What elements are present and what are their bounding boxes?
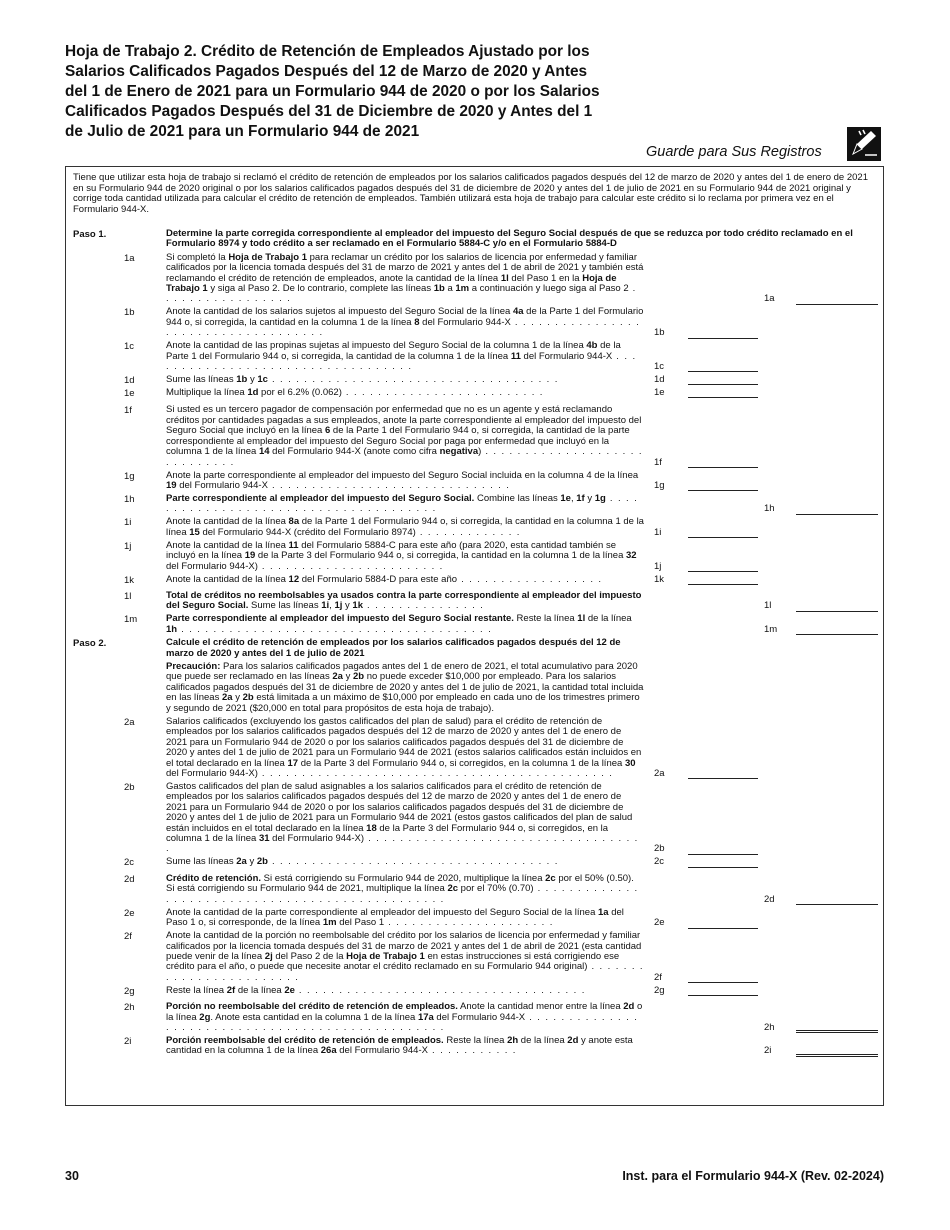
amount-field-1h[interactable]: [796, 514, 878, 515]
line-2h: [0, 1002, 950, 1033]
line-tag: 1g: [654, 479, 665, 491]
line-tag: 1c: [654, 361, 665, 373]
line-number: 1b: [124, 307, 135, 319]
line-1c: [0, 341, 950, 372]
line-tag: 1j: [654, 560, 662, 572]
line-tag: 2g: [654, 984, 665, 996]
line-1i: [0, 517, 950, 538]
line-1b: [0, 307, 950, 338]
line-number: 2g: [124, 985, 135, 997]
line-tag: 2e: [654, 917, 665, 929]
line-tag: 1h: [764, 503, 775, 515]
line-number: 1h: [124, 493, 135, 505]
line-1k: [0, 575, 950, 585]
line-number: 1f: [124, 405, 132, 417]
line-text: Anote la cantidad de las propinas sujetas al impuesto del Seguro Social de la columna 1 de la línea 4b de la Parte 1 del Formulario 944 o, si corregida, la cantidad de la columna 1 de la línea 11 del Formulario 944-X . . . . . . . . . . . . . . . . . . . . . . . . . . . . . . . . . .: [166, 340, 637, 373]
line-text: Gastos calificados del plan de salud asignables a los salarios calificados para el crédito de retención de empleados por los salarios calificados pagados después del 12 de marzo de 2020 y antes del 1 de enero de 2021 para un Formulario 944 de 2020 o por los salarios calificados pagados después del 31 de diciembre de 2020 y antes del 1 de julio de 2021 para un Formulario 944 de 2021 (estos gastos calificados del plan de salud están incluidos en el total declarado en la línea 18 de la Parte 3 del Formulario 944 o, si corregidos, en la columna 1 de la línea 31 del Formulario 944-X) . . . . . . . . . . . . . . . . . . . . . . . . . . . . . . . . . . .: [166, 781, 639, 855]
pencil-note-icon: [847, 127, 881, 161]
amount-field-2h[interactable]: [796, 1030, 878, 1033]
line-tag: 1b: [654, 327, 665, 339]
line-number: 1m: [124, 614, 138, 626]
line-text: Anote la cantidad de la línea 11 del Formulario 5884-C para este año (para 2020, esta cantidad también se incluyó en la línea 19 de la Parte 3 del Formulario 944 o, si corregida, la cantidad en la columna 1 de la línea 32 del Formulario 944-X) . . . . . . . . . . . . . . . . . . . . . . .: [166, 539, 637, 572]
line-number: 1c: [124, 341, 135, 353]
line-text: Total de créditos no reembolsables ya usados contra la parte correspondiente al empleador del impuesto del Seguro Social. Sume las líneas 1i, 1j y 1k . . . . . . . . . . . . . . .: [166, 589, 642, 612]
caution-text: Precaución: Para los salarios calificados pagados antes del 1 de enero de 2021, el total acumulativo para 2020 que puede ser reclamado en las líneas 2a y 2b no puede exceder $10,000 por empleado. Para los salarios calificados pagados después del 31 de diciembre de 2020 y antes del 1 de julio de 2021, la cantidad total incluida en las líneas 2a y 2b está limitada a un máximo de $10,000 por empleado en cada uno de los trimestres primero y segundo de 2021 ($20,000 en total para propósitos de esta hoja de trabajo).: [166, 660, 644, 714]
amount-field-1d[interactable]: [688, 384, 758, 385]
line-number: 2b: [124, 782, 135, 794]
line-2a: [0, 717, 950, 779]
line-tag: 2i: [764, 1045, 772, 1057]
line-number: 2i: [124, 1035, 132, 1047]
amount-field-2f[interactable]: [688, 982, 758, 983]
amount-field-2c[interactable]: [688, 867, 758, 868]
line-number: 1a: [124, 252, 135, 264]
line-1j: [0, 541, 950, 572]
line-text: Si completó la Hoja de Trabajo 1 para reclamar un crédito por los salarios de licencia por enfermedad y familiar calificados por la licencia tomada después del 31 de marzo de 2021 y antes del 1 de abril de 2021 y también está reclamando el crédito de retención de empleados, anote la cantidad de la línea 1l del Paso 1 en la Hoja de Trabajo 1 y siga al Paso 2. De lo contrario, complete las líneas 1b a 1m a continuación y luego siga al Paso 2 . . . . . . . . . . . . . . . . .: [166, 251, 644, 305]
line-tag: 1m: [764, 623, 778, 635]
line-1e: [0, 388, 950, 398]
worksheet-body: [0, 229, 950, 1059]
amount-field-2e[interactable]: [688, 928, 758, 929]
amount-field-2d[interactable]: [796, 904, 878, 905]
line-text: Anote la parte correspondiente al empleador del impuesto del Seguro Social incluida en la columna 4 de la línea 19 del Formulario 944-X . . . . . . . . . . . . . . . . . . . . . . . . . . . . . .: [166, 469, 639, 491]
step-2-caution: [0, 662, 950, 714]
line-tag: 2b: [654, 843, 665, 855]
amount-field-1f[interactable]: [688, 467, 758, 468]
line-tag: 1e: [654, 387, 665, 399]
line-2d: [0, 874, 950, 905]
line-tag: 1k: [654, 573, 665, 585]
line-tag: 2h: [764, 1021, 775, 1033]
line-tag: 1f: [654, 456, 662, 468]
line-2c: [0, 857, 950, 867]
line-number: 1e: [124, 388, 135, 400]
line-text: Porción reembolsable del crédito de retención de empleados. Reste la línea 2h de la línea 2d y anote esta cantidad en la columna 1 de la línea 26a del Formulario 944-X . . . . . . . . . . .: [166, 1034, 633, 1057]
amount-field-1e[interactable]: [688, 397, 758, 398]
line-number: 1k: [124, 574, 135, 586]
line-2i: [0, 1036, 950, 1057]
line-1m: [0, 614, 950, 635]
step-1-heading: Determine la parte corregida correspondiente al empleador del impuesto del Seguro Social después de que se reduzca por todo crédito reclamado en el Formulario 8974 y todo crédito a ser reclamado en el Formulario 5884-C y/o en el Formulario 5884-D: [166, 228, 853, 250]
line-tag: 2a: [654, 768, 665, 780]
amount-field-1i[interactable]: [688, 537, 758, 538]
line-text: Parte correspondiente al empleador del impuesto del Seguro Social. Combine las líneas 1e, 1f y 1g . . . . . . . . . . . . . . . . . . . . . . . . . . . . . . . . . . . . . .: [166, 492, 639, 515]
step-2-heading: Calcule el crédito de retención de empleados por los salarios calificados pagados después del 12 de marzo de 2020 y antes del 1 de julio de 2021: [166, 637, 621, 659]
amount-field-2a[interactable]: [688, 778, 758, 779]
amount-field-1l[interactable]: [796, 611, 878, 612]
amount-field-2i[interactable]: [796, 1054, 878, 1057]
keep-for-records-label: Guarde para Sus Registros: [646, 144, 822, 160]
line-tag: 2f: [654, 971, 662, 983]
amount-field-1j[interactable]: [688, 571, 758, 572]
line-number: 1d: [124, 375, 135, 387]
line-text: Parte correspondiente al empleador del impuesto del Seguro Social restante. Reste la línea 1l de la línea 1h . . . . . . . . . . . . . . . . . . . . . . . . . . . . . . . . . . . . . . .: [166, 613, 632, 635]
line-number: 2f: [124, 931, 132, 943]
page-number: 30: [65, 1169, 79, 1183]
step-2-header: [0, 638, 950, 659]
line-1a: [0, 253, 950, 305]
line-text: Salarios calificados (excluyendo los gastos calificados del plan de salud) para el crédito de retención de empleados por los salarios calificados pagados después del 12 de marzo de 2020 y antes del 1 de enero de 2021 para un Formulario 944 de 2020 o por los salarios calificados pagados después del 31 de diciembre de 2020 y antes del 1 de julio de 2021 para un Formulario 944 de 2021 (estos salarios calificados están incluidos en el total declarado en la línea 17 de la Parte 3 del Formulario 944 o, si corregidos, en la columna 1 de la línea 30 del Formulario 944-X) . . . . . . . . . . . . . . . . . . . . . . . . . . . . . . . . . . . . . . . . . . . .: [166, 716, 642, 780]
amount-field-2g[interactable]: [688, 995, 758, 996]
line-1l: [0, 591, 950, 612]
step-1-label: Paso 1.: [73, 229, 107, 240]
amount-field-1k[interactable]: [688, 584, 758, 585]
line-tag: 2d: [764, 893, 775, 905]
line-text: Anote la cantidad de la porción no reembolsable del crédito por los salarios de licencia por enfermedad y familiar calificados por la licencia tomada después del 31 de marzo de 2021 y antes del 1 de abril de 2021 (esta cantidad puede venir de la línea 2j del Paso 2 de la Hoja de Trabajo 1 en estas instrucciones si está corrigiendo ese crédito para el año, o puede que necesite anotar el crédito reclamado en su Formulario 944 original) . . . . . . . . . . . . . . . . . . . . . . . .: [166, 930, 644, 983]
line-tag: 1d: [654, 374, 665, 386]
line-number: 2c: [124, 857, 135, 869]
line-1d: [0, 375, 950, 385]
line-2g: [0, 986, 950, 996]
line-number: 1j: [124, 540, 132, 552]
line-number: 1i: [124, 517, 132, 529]
line-text: Anote la cantidad de la línea 8a de la Parte 1 del Formulario 944 o, si corregida, la cantidad en la columna 1 de la línea 15 del Formulario 944-X (crédito del Formulario 8974) . . . . . . . . . . . . .: [166, 516, 644, 538]
line-1h: [0, 494, 950, 515]
amount-field-1m[interactable]: [796, 634, 878, 635]
worksheet-intro: Tiene que utilizar esta hoja de trabajo si reclamó el crédito de retención de empleados por los salarios calificados pagados después del 12 de marzo de 2020 y antes del 1 de enero de 2021 en su Formulario 944 de 2020 original o por los salarios calificados pagados después del 31 de diciembre de 2020 y antes del 1 de julio de 2021 en su Formulario 944 de 2021 original y corrige toda cantidad utilizada para calcular el crédito de retención de empleados. También utilizará esta hoja de trabajo para calcular este crédito si lo reclama por primera vez en el Formulario 944-X.: [73, 172, 868, 215]
line-number: 2a: [124, 717, 135, 728]
line-2e: [0, 908, 950, 929]
line-tag: 1a: [764, 293, 775, 305]
line-2f: [0, 931, 950, 983]
line-1f: [0, 405, 950, 467]
line-2b: [0, 782, 950, 855]
line-number: 2h: [124, 1002, 135, 1014]
line-text: Si usted es un tercero pagador de compensación por enfermedad que no es un agente y está reclamando créditos por cantidades pagadas a sus empleados, anote la parte correspondiente al empleador del impuesto del Seguro Social que incluyó en la línea 6 de la Parte 1 del Formulario 944 o, si corregida, la cantidad de la parte correspondiente al empleador del impuesto del Seguro Social por paga por enfermedad que incluyó en la columna 1 de la línea 14 del Formulario 944-X (anote como cifra negativa) . . . . . . . . . . . . . . . . . . . . . . . . . . . . .: [166, 404, 643, 468]
line-text: Multiplique la línea 1d por el 6.2% (0.062) . . . . . . . . . . . . . . . . . . . . . . . . .: [166, 387, 544, 399]
amount-field-1g[interactable]: [688, 490, 758, 491]
line-text: Anote la cantidad de la línea 12 del Formulario 5884-D para este año . . . . . . . . . . . . . . . . . .: [166, 573, 603, 585]
line-1g: [0, 471, 950, 492]
amount-field-2b[interactable]: [688, 854, 758, 855]
line-text: Sume las líneas 2a y 2b . . . . . . . . . . . . . . . . . . . . . . . . . . . . . . . . . . . .: [166, 856, 559, 868]
line-number: 1l: [124, 590, 132, 602]
line-text: Crédito de retención. Si está corrigiendo su Formulario 944 de 2020, multiplique la línea 2c por el 50% (0.50). Si está corrigiendo su Formulario 944 de 2021, multiplique la línea 2c por el 70% (0.70) . . . . . . . . . . . . . . . . . . . . . . . . . . . . . . . . . . . . . . . . . . . . . . . .: [166, 872, 639, 905]
amount-field-1c[interactable]: [688, 371, 758, 372]
amount-field-1a[interactable]: [796, 304, 878, 305]
line-tag: 2c: [654, 856, 665, 868]
line-text: Reste la línea 2f de la línea 2e . . . . . . . . . . . . . . . . . . . . . . . . . . . . . . . . . . . .: [166, 984, 586, 996]
line-text: Anote la cantidad de la parte correspondiente al empleador del impuesto del Seguro Social de la línea 1a del Paso 1 o, si corresponde, de la línea 1m del Paso 1 . . . . . . . . . . . . . . . . . . . . .: [166, 906, 624, 929]
line-tag: 1l: [764, 600, 772, 612]
step-2-label: Paso 2.: [73, 638, 107, 650]
line-text: Porción no reembolsable del crédito de retención de empleados. Anote la cantidad menor entre la línea 2d o la línea 2g. Anote esta cantidad en la columna 1 de la línea 17a del Formulario 944-X . . . . . . . . . . . . . . . . . . . . . . . . . . . . . . . . . . . . . . . . . . . . . . . . .: [166, 1001, 643, 1033]
form-reference: Inst. para el Formulario 944-X (Rev. 02-2024): [622, 1169, 884, 1183]
line-number: 1g: [124, 470, 135, 482]
line-number: 2e: [124, 907, 135, 919]
amount-field-1b[interactable]: [688, 338, 758, 339]
worksheet-title: Hoja de Trabajo 2. Crédito de Retención de Empleados Ajustado por los Salarios Calificados Pagados Después del 12 de Marzo de 2020 y Antes del 1 de Enero de 2021 para un Formulario 944 de 2020 o por los Salarios Calificados Pagados Después del 31 de Diciembre de 2020 y Antes del 1 de Julio de 2021 para un Formulario 944 de 2021: [65, 43, 600, 140]
step-1-header: [0, 229, 950, 250]
line-text: Sume las líneas 1b y 1c . . . . . . . . . . . . . . . . . . . . . . . . . . . . . . . . . . . .: [166, 374, 559, 386]
line-number: 2d: [124, 873, 135, 885]
line-text: Anote la cantidad de los salarios sujetos al impuesto del Seguro Social de la línea 4a de la Parte 1 del Formulario 944 o, si corregida, la cantidad en la columna 1 de la línea 8 del Formulario 944-X . . . . . . . . . . . . . . . . . . . . . . . . . . . . . . . . . . . .: [166, 306, 644, 339]
line-tag: 1i: [654, 526, 662, 538]
